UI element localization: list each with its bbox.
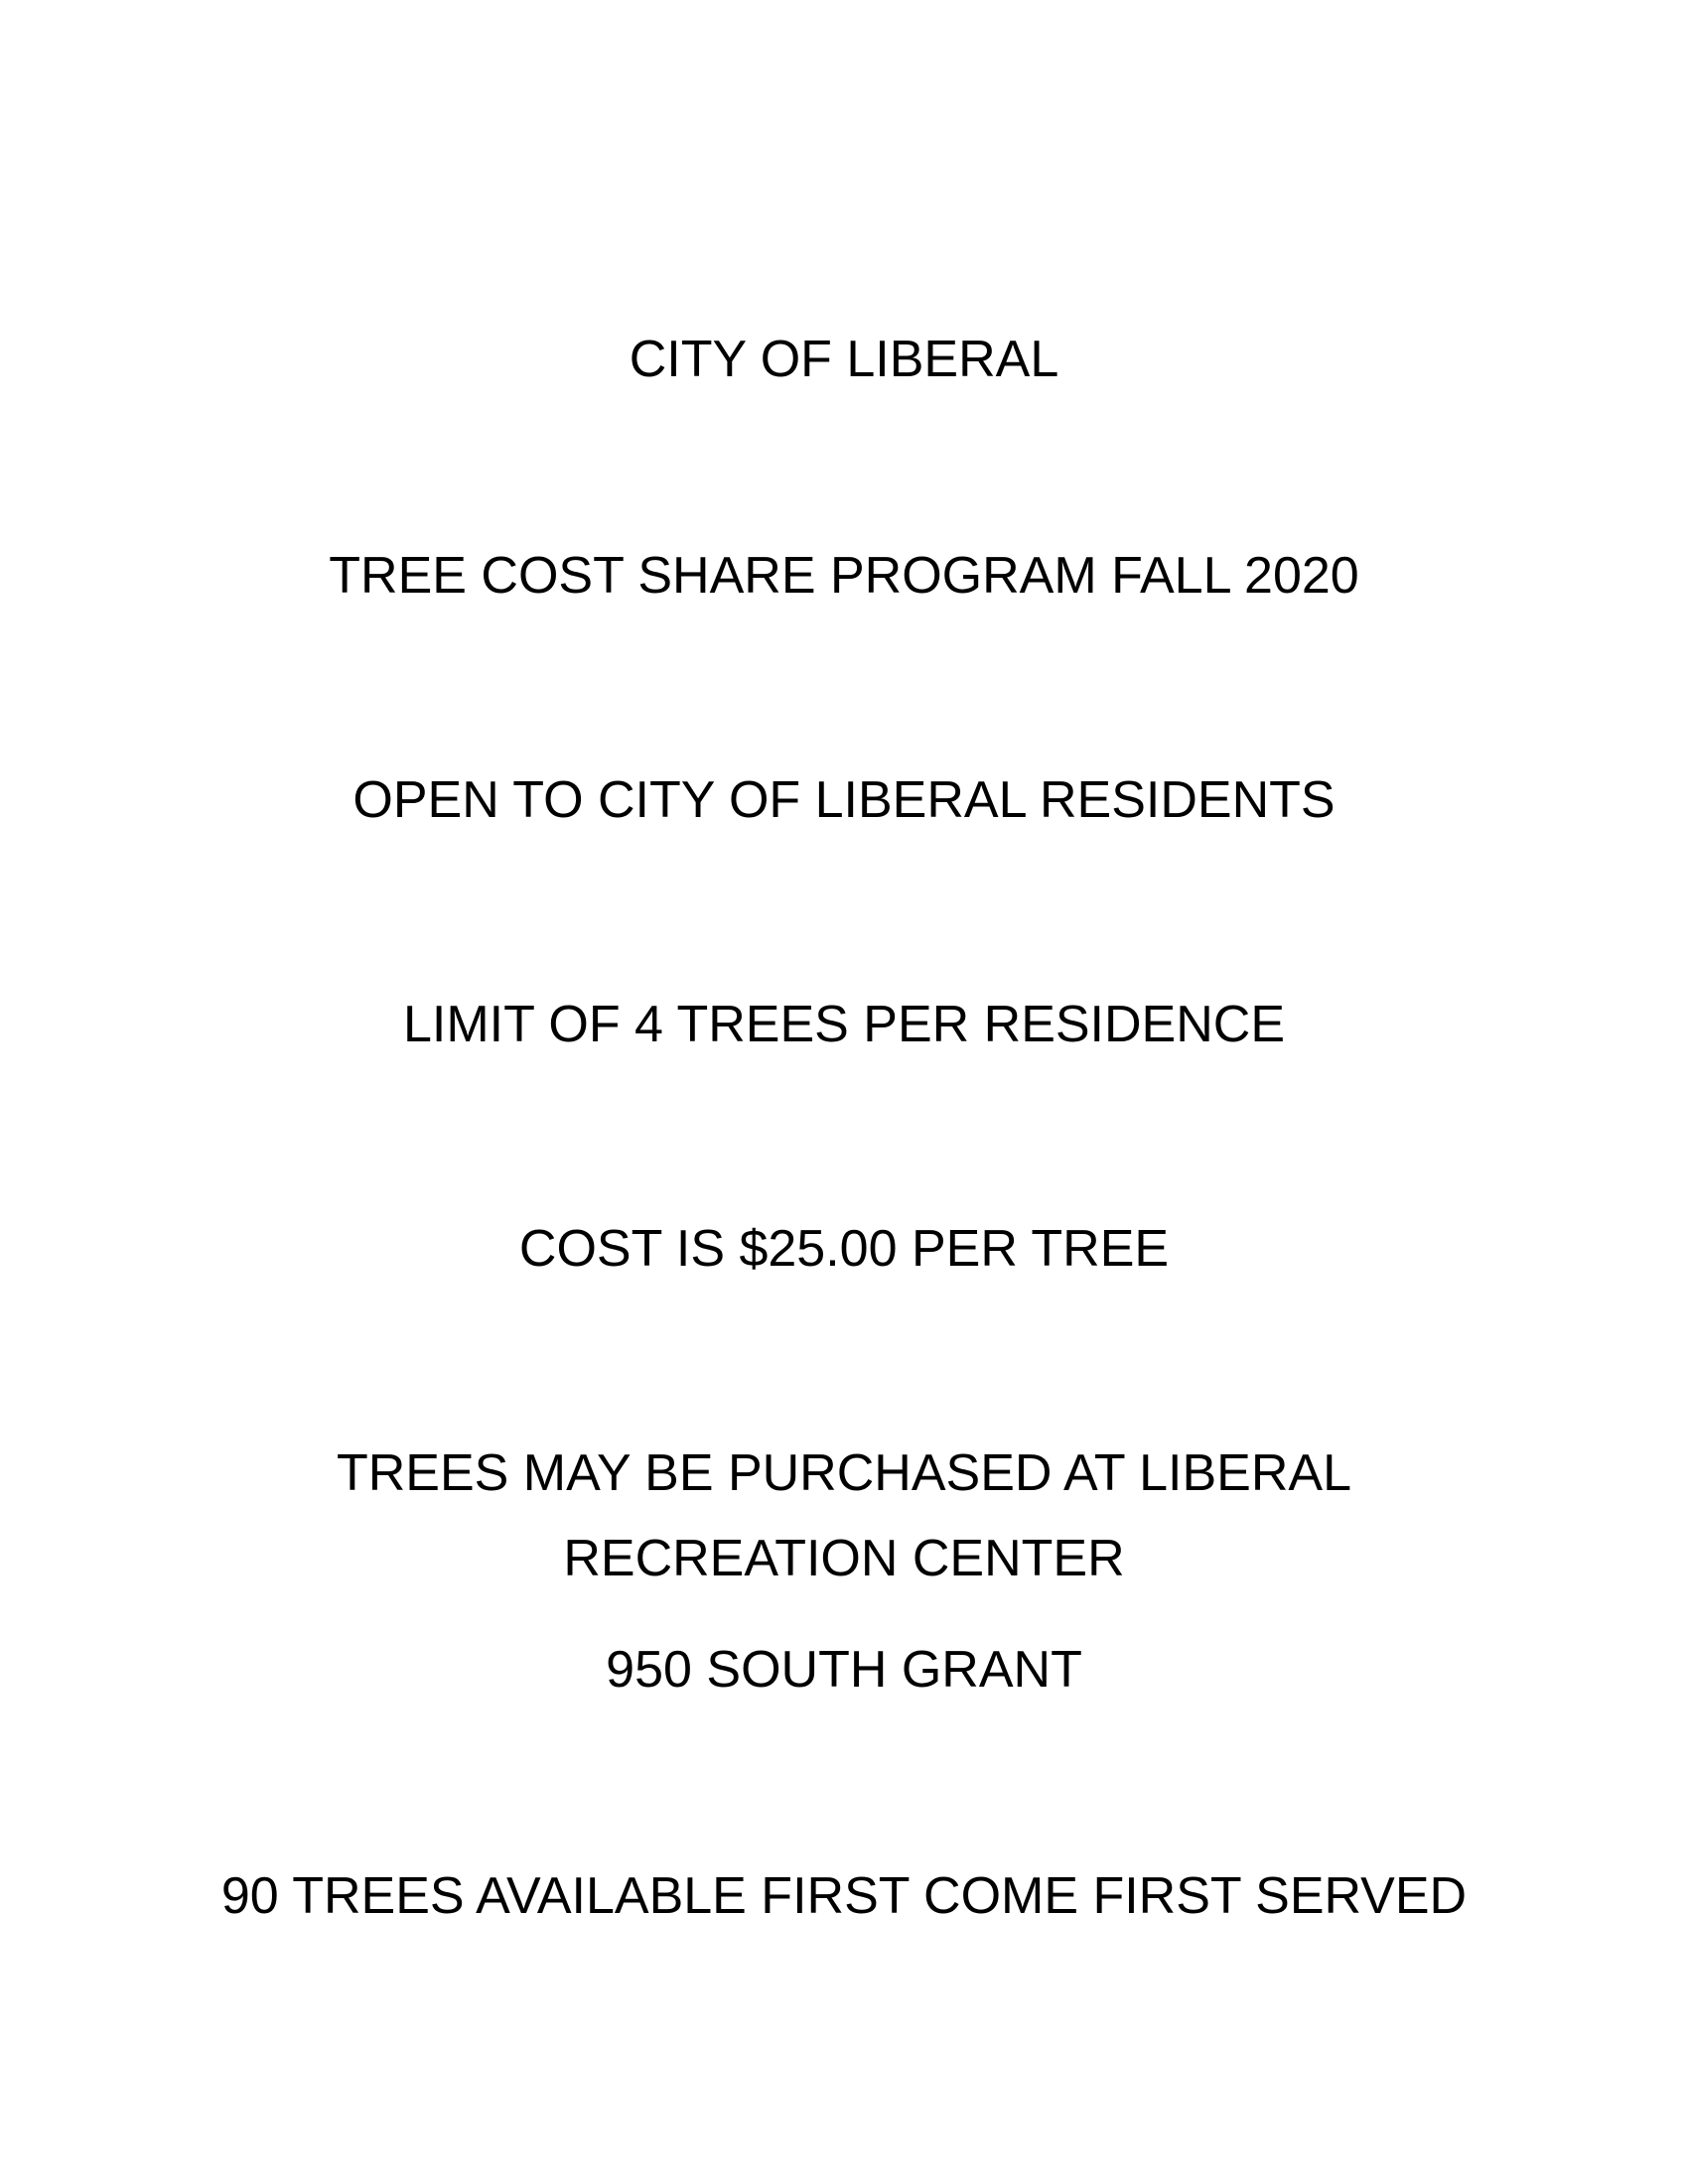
purchase-location-line-2: RECREATION CENTER: [563, 1530, 1125, 1587]
availability-line: 90 TREES AVAILABLE FIRST COME FIRST SERVED: [220, 1867, 1468, 1925]
purchase-location-line-1: TREES MAY BE PURCHASED AT LIBERAL: [336, 1444, 1352, 1502]
cost-line: COST IS $25.00 PER TREE: [518, 1220, 1170, 1278]
heading-city: CITY OF LIBERAL: [629, 331, 1059, 388]
limit-line: LIMIT OF 4 TREES PER RESIDENCE: [402, 996, 1286, 1053]
eligibility-line: OPEN TO CITY OF LIBERAL RESIDENTS: [352, 771, 1336, 829]
address-line: 950 SOUTH GRANT: [606, 1641, 1082, 1699]
program-title: TREE COST SHARE PROGRAM FALL 2020: [329, 547, 1359, 605]
